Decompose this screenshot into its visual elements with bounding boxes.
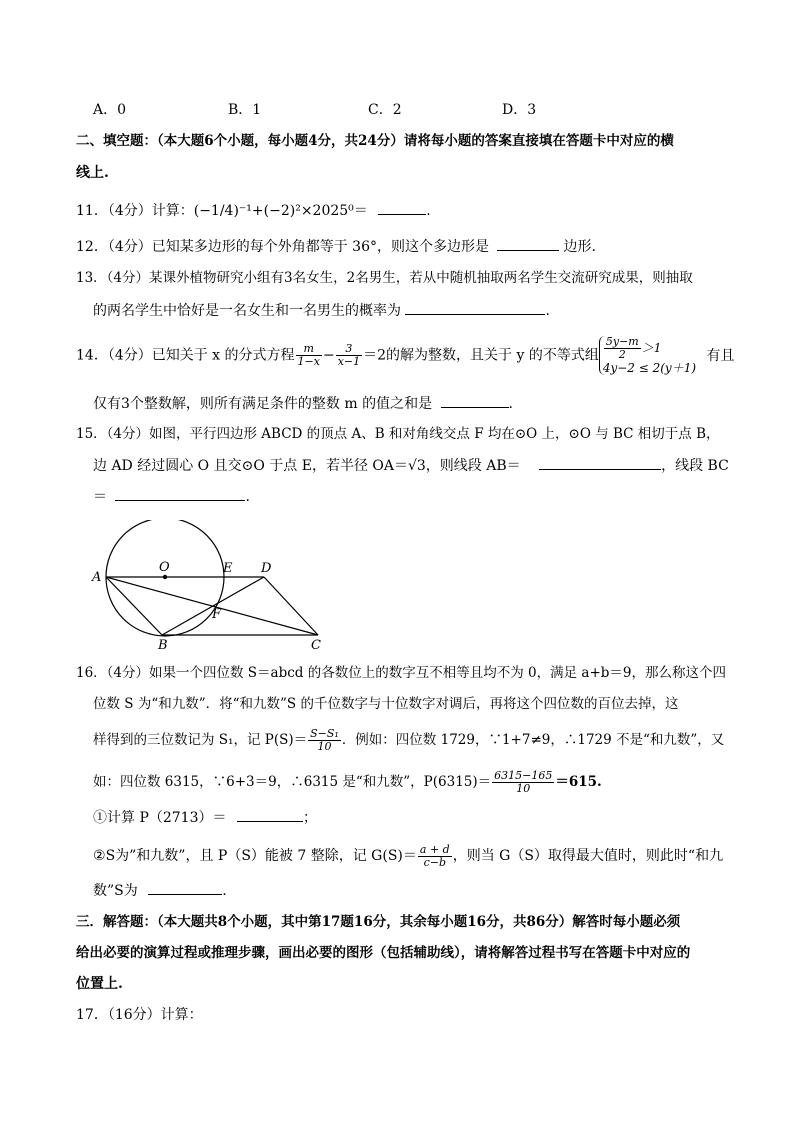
- option-a: A．0: [93, 102, 127, 118]
- q12-prefix: 12．（4分）已知某多边形的每个外角都等于 36°，则这个多边形是: [76, 239, 489, 255]
- question-12: [76, 236, 596, 257]
- q16-line3-a: 样得到的三位数记为 S₁，记 P(S)＝: [93, 732, 308, 748]
- q14-eq: ＝2的解为整数，且关于 y 的不等式组: [363, 347, 599, 364]
- option-d: D．3: [502, 102, 537, 118]
- section3-title-cont2: 位置上.: [76, 976, 123, 992]
- section2-title-cont: 线上.: [76, 165, 109, 181]
- q13-text: 的两名学生中恰好是一名女生和一名男生的概率为: [93, 303, 401, 319]
- question-16-line3: [93, 722, 724, 758]
- q11-answer-blank[interactable]: [378, 200, 426, 215]
- segment-ab: [106, 577, 162, 635]
- q15-text2: 边 AD 经过圆心 O 且交⊙O 于点 E，若半径 OA＝√3，则线段 AB＝: [93, 458, 521, 474]
- q14-sys2: 4y−2 ≤ 2(y＋1): [602, 361, 697, 375]
- q16-line4-b: ＝615.: [555, 774, 602, 790]
- q16-sub2-mark: ②: [93, 848, 106, 864]
- diagonal-bd: [162, 577, 264, 635]
- q14-inequality-system: [599, 336, 696, 375]
- q16-sub2-b: ，则当 G（S）取得最大值时，则此时“和九: [452, 848, 724, 864]
- q16-p6315-num: 6315−165: [494, 769, 553, 782]
- q16-line3-b: ．例如：四位数 1729，∵1+7≠9，∴1729 不是“和九数”，又: [341, 732, 725, 748]
- label-e: E: [223, 561, 233, 576]
- q15-ab-blank[interactable]: [539, 455, 661, 470]
- q16-gs-num: a + d: [419, 842, 450, 856]
- label-o: O: [159, 560, 170, 575]
- label-d: D: [261, 561, 272, 576]
- label-c: C: [311, 638, 321, 650]
- q16-sub1-suffix: ；: [302, 810, 317, 826]
- q14-tail: 有且: [706, 347, 735, 364]
- q16-gs-den: c−b: [423, 855, 446, 869]
- question-15-line2: [93, 455, 729, 476]
- question-17: 17．（16分）计算：: [76, 1007, 203, 1023]
- q16-ps-den: 10: [317, 740, 332, 753]
- q16-sub1-blank[interactable]: [237, 807, 303, 822]
- q16-ps-frac: [308, 728, 341, 753]
- question-16-line1: 16．（4分）如果一个四位数 S＝abcd 的各数位上的数字互不相等且均不为 0，满足 a+b＝9，那么称这个四: [76, 665, 727, 681]
- segment-dc: [264, 577, 318, 635]
- q14-frac2-den: x−1: [337, 355, 361, 368]
- q15-text2b: ，线段 BC: [661, 458, 729, 474]
- q14-sys1-num: 5y−m: [605, 335, 639, 348]
- question-15-line3: [93, 486, 250, 507]
- question-15-line1: 15．（4分）如图，平行四边形 ABCD 的顶点 A、B 和对角线交点 F 均在⊙O 上，⊙O 与 BC 相切于点 B，: [76, 426, 720, 442]
- q11-prefix: 11．（4分）计算：: [76, 203, 194, 219]
- q16-p6315-frac: [492, 770, 554, 795]
- question-14-line2: [93, 393, 513, 414]
- q14-frac1: [296, 343, 322, 368]
- option-b: B．1: [228, 102, 262, 118]
- q16-ps-num: S−S₁: [310, 727, 339, 740]
- center-o-dot: [163, 575, 167, 579]
- question-16-sub2-line2: [93, 880, 227, 901]
- q14-frac1-den: 1−x: [297, 355, 320, 368]
- q13-suffix: .: [545, 303, 550, 319]
- label-a: A: [92, 570, 102, 585]
- q12-suffix: 边形.: [563, 239, 596, 255]
- q16-sub2-line2-text: 数”S为: [93, 883, 138, 899]
- q14-suffix: .: [508, 396, 513, 412]
- q16-sub2-a: S为”和九数”，且 P（S）能被 7 整除，记 G(S)＝: [105, 848, 417, 864]
- label-f: F: [212, 607, 222, 622]
- question-13-line1: 13．（4分）某课外植物研究小组有3名女生，2名男生，若从中随机抽取两名学生交流研究成果，则抽取: [76, 270, 693, 286]
- section3-title-cont: 给出必要的演算过程或推理步骤，画出必要的图形（包括辅助线），请将解答过程书写在答题卡中对应的: [76, 945, 691, 961]
- question-11: [76, 200, 431, 221]
- question-16-line4: [93, 764, 602, 800]
- q16-p6315-den: 10: [516, 782, 531, 795]
- q14-answer-blank[interactable]: [441, 393, 509, 408]
- q11-expr: (−1/4)⁻¹+(−2)²×2025⁰＝: [193, 203, 368, 219]
- geometry-figure: [86, 520, 336, 650]
- q15-suffix: .: [245, 489, 250, 505]
- question-14-line1: 14．（4分）已知关于 x 的分式方程 $\frac{m}{1-x}$ − $\frac{3}{x-1}$ ＝2的解为整数，且关于 y 的不等式组 $\frac{5y-m}{2}$ ＞1 4y−2 ≤ 2(y＋1) 有且: [76, 335, 735, 375]
- section3-title: 三．解答题：（本大题共8个小题，其中第17题16分，其余每小题16分，共86分）解答时每小题必须: [76, 914, 681, 930]
- q14-frac2: [336, 343, 362, 368]
- q14-sys1-frac: [604, 336, 641, 361]
- q14-prefix: 14．（4分）已知关于 x 的分式方程: [76, 347, 295, 364]
- question-16-sub1: [93, 807, 317, 828]
- question-16-line2: 位数 S 为“和九数”．将“和九数”S 的千位数字与十位数字对调后，再将这个四位数的百位去掉，这: [93, 696, 679, 712]
- q13-answer-blank[interactable]: [405, 300, 545, 315]
- q16-sub1-mark: ①: [93, 810, 107, 826]
- q14-text2: 仅有3个整数解，则所有满足条件的整数 m 的值之和是: [93, 396, 433, 412]
- q14-sys1-den: 2: [618, 348, 626, 361]
- q16-gs-frac: [418, 844, 452, 869]
- question-16-sub2: [93, 838, 723, 874]
- q14-frac1-num: m: [296, 343, 322, 356]
- q12-answer-blank[interactable]: [497, 236, 559, 251]
- q15-eq: ＝: [93, 489, 107, 505]
- q15-bc-blank[interactable]: [115, 486, 245, 501]
- q14-sys1-rel: ＞1: [641, 341, 662, 355]
- q16-line4-a: 如：四位数 6315，∵6+3＝9，∴6315 是“和九数”，P(6315)＝: [93, 774, 492, 790]
- q16-sub1-text: 计算 P（2713）＝: [107, 810, 227, 826]
- option-c: C．2: [368, 102, 402, 118]
- q11-suffix: .: [426, 203, 431, 219]
- question-13-line2: [93, 300, 550, 321]
- section2-title: 二、填空题：（本大题6个小题，每小题4分，共24分）请将每小题的答案直接填在答题卡中对应的横: [76, 133, 674, 149]
- q16-sub2-suffix: .: [222, 883, 227, 899]
- q14-frac2-num: 3: [336, 343, 362, 356]
- q16-sub2-blank[interactable]: [148, 880, 222, 895]
- label-b: B: [158, 638, 168, 650]
